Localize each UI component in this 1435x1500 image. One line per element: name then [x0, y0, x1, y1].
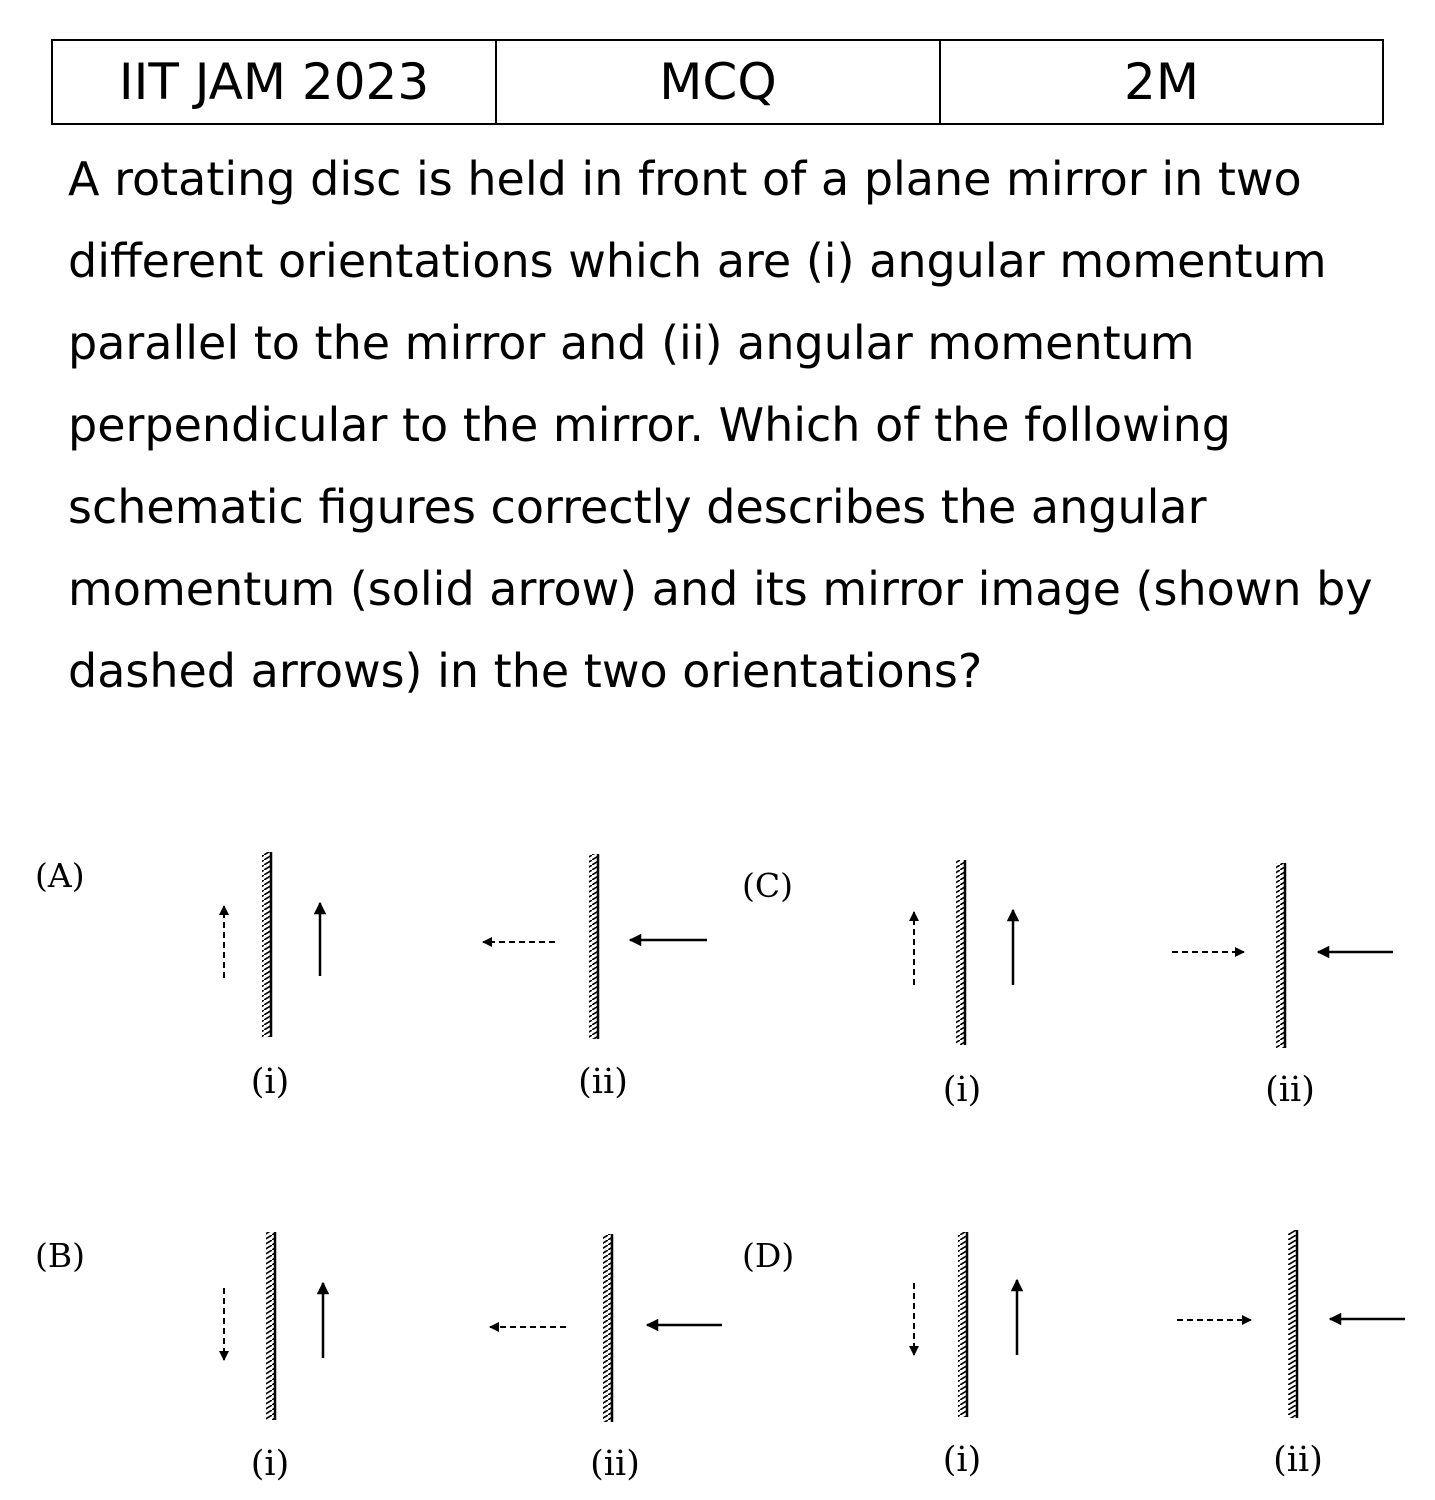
option-a-figure — [224, 852, 707, 1039]
mirror — [956, 860, 965, 1045]
question-text: A rotating disc is held in front of a plane mirror in two different orientations which are (i) angular momentum parallel to the mirror and (ii) angular momentum perpendicular to the mirror. Which of the following schematic figures correctly describes the angular momentum (solid arrow) and its mirror image (shown by dashed arrows) in the two orientations? — [68, 152, 1373, 698]
option-c-figure — [914, 860, 1393, 1048]
mirror — [603, 1234, 612, 1422]
option-d-figure — [914, 1230, 1405, 1418]
option-a-label: (A) — [35, 856, 85, 895]
mirror — [262, 852, 271, 1037]
mirror — [958, 1232, 967, 1417]
option-d-part2-label: (ii) — [1273, 1440, 1323, 1480]
mirror — [1276, 863, 1285, 1048]
option-c-part2-label: (ii) — [1265, 1070, 1315, 1110]
mirror — [589, 854, 598, 1039]
option-b-figure — [224, 1232, 722, 1422]
option-b-part1-label: (i) — [250, 1444, 290, 1484]
option-c-label: (C) — [742, 866, 793, 905]
marks-cell: 2M — [1124, 53, 1199, 111]
option-a-part1-label: (i) — [250, 1062, 290, 1102]
option-d-label: (D) — [742, 1236, 795, 1275]
option-d-part1-label: (i) — [942, 1440, 982, 1480]
option-a-part2-label: (ii) — [578, 1062, 628, 1102]
type-cell: MCQ — [497, 41, 941, 123]
exam-cell: IIT JAM 2023 — [53, 41, 497, 123]
mirror — [266, 1232, 275, 1420]
option-c-part1-label: (i) — [942, 1070, 982, 1110]
option-b-label: (B) — [35, 1236, 85, 1275]
option-b-part2-label: (ii) — [590, 1444, 640, 1484]
mirror — [1288, 1230, 1297, 1418]
